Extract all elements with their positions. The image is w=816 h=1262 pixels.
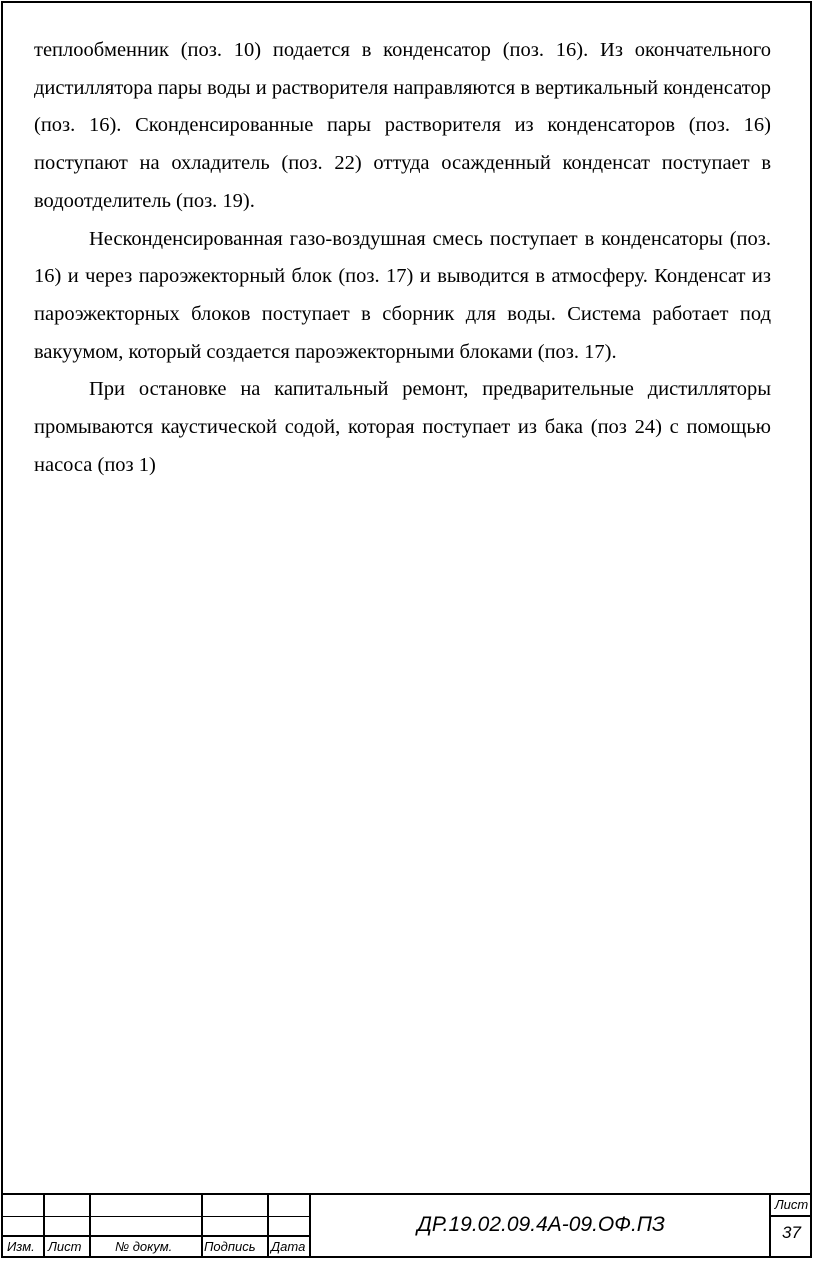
stamp-divider (89, 1195, 91, 1258)
document-body (34, 32, 771, 484)
stamp-divider (43, 1195, 45, 1258)
paragraph-maintenance: При остановке на капитальный ремонт, предварительные дистилляторы промываются каустической содой, которая поступает из бака (поз 24) с помощью насоса (поз 1) (34, 378, 771, 476)
paragraph-gas-mixture: Несконденсированная газо-воздушная смесь поступает в конденсаторы (поз. 16) и через пароэжекторный блок (поз. 17) и выводится в атмосферу. Конденсат из пароэжекторных блоков поступает в сборник для воды. Система работает под вакуумом, который создается пароэжекторными блоками (поз. 17). (34, 227, 771, 363)
stamp-row-line (1, 1235, 311, 1237)
stamp-docnum-label: № докум. (115, 1239, 173, 1254)
stamp-date-label: Дата (271, 1239, 306, 1254)
stamp-list-label: Лист (48, 1239, 82, 1254)
stamp-divider (267, 1195, 269, 1258)
sheet-number: 37 (782, 1223, 801, 1242)
paragraph-continuation: теплообменник (поз. 10) подается в конденсатор (поз. 16). Из окончательного дистиллятора пары воды и растворителя направляются в вертикальный конденсатор (поз. 16). Сконденсированные пары растворителя из конденсаторов (поз. 16) поступают на охладитель (поз. 22) оттуда осажденный конденсат поступает в водоотделитель (поз. 19). (34, 39, 771, 212)
title-block (1, 1193, 812, 1258)
sheet-divider (771, 1215, 812, 1217)
stamp-divider (201, 1195, 203, 1258)
document-code: ДР.19.02.09.4А-09.ОФ.ПЗ (417, 1213, 665, 1236)
stamp-izm-label: Изм. (7, 1239, 35, 1254)
sheet-label: Лист (774, 1197, 809, 1212)
stamp-signature-label: Подпись (204, 1239, 256, 1254)
stamp-row-line (1, 1216, 311, 1217)
